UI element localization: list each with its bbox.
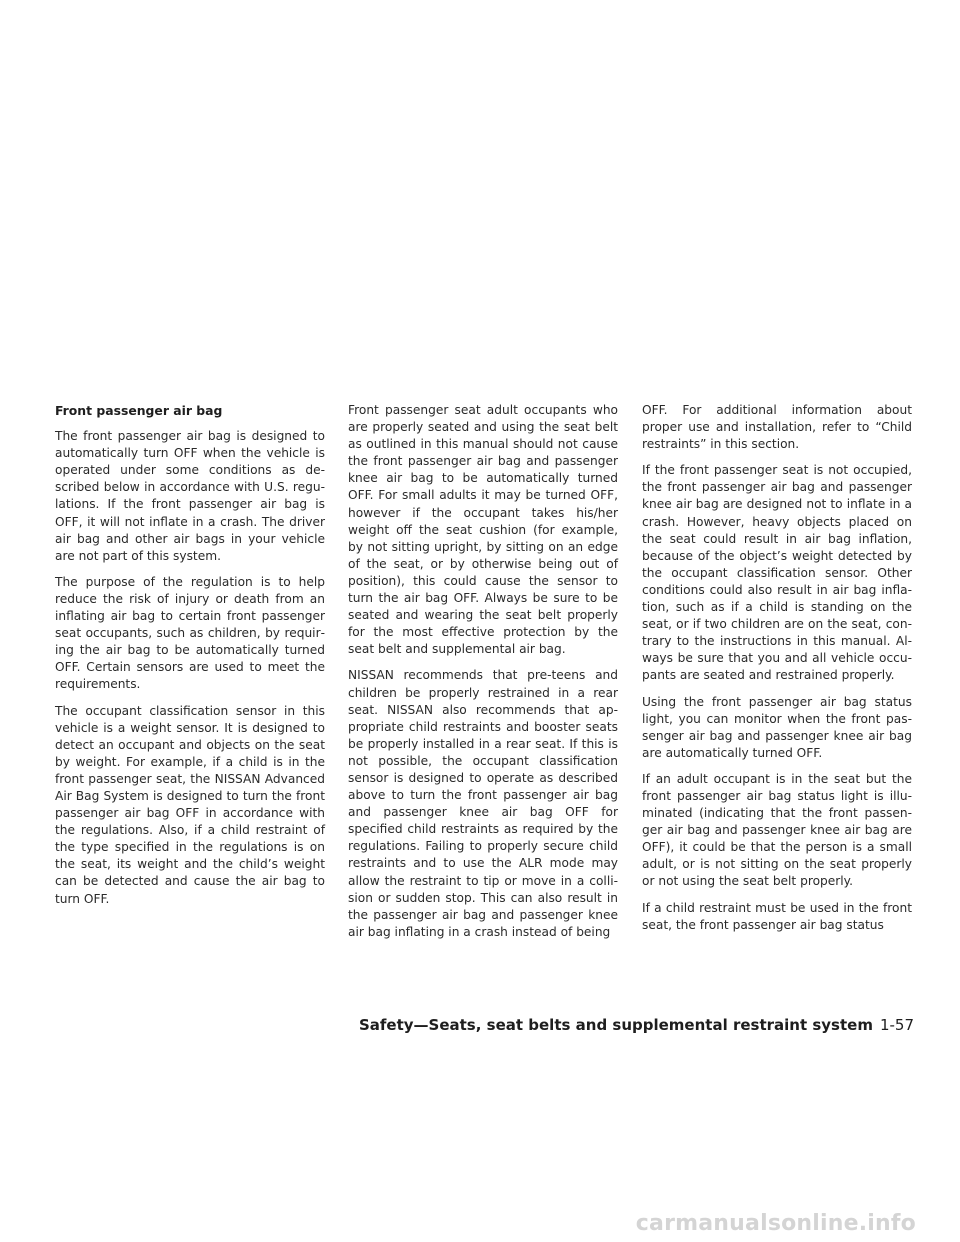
- paragraph: The purpose of the regulation is to help reduce the risk of injury or death from an inflating air bag to certain front passenger seat occupants, such as children, by requiring the air bag to be automatically turned OFF. Certain sensors are used to meet the requirements.: [55, 574, 325, 692]
- text-column-2: [348, 402, 618, 950]
- paragraph: If an adult occupant is in the seat but the front passenger air bag status light is illuminated (indicating that the front passenger air bag and passenger knee air bag are OFF), it could be that the person is a small adult, or is not sitting on the seat properly or not using the seat belt properly.: [642, 771, 912, 889]
- paragraph: OFF. For additional information about proper use and installation, refer to “Child restraints” in this section.: [642, 403, 912, 452]
- paragraph: If a child restraint must be used in the front seat, the front passenger air bag status: [642, 900, 912, 932]
- text-column-1: [55, 402, 325, 917]
- page-number: 1-57: [879, 1016, 914, 1034]
- paragraph: The front passenger air bag is designed to automatically turn OFF when the vehicle is operated under some conditions as described below in accordance with U.S. regulations. If the front passenger air bag is OFF, it will not inflate in a crash. The driver air bag and other air bags in your vehicle are not part of this system.: [55, 429, 325, 563]
- watermark: carmanualsonline.info: [635, 1211, 916, 1236]
- page-footer: [359, 1016, 914, 1034]
- footer-section-title: Safety—Seats, seat belts and supplemental restraint system: [358, 1016, 873, 1034]
- section-heading: Front passenger air bag: [55, 403, 223, 418]
- paragraph: NISSAN recommends that pre-teens and children be properly restrained in a rear seat. NISSAN also recommends that appropriate child restraints and booster seats be properly installed in a rear seat. If this is not possible, the occupant classification sensor is designed to operate as described above to turn the front passenger air bag and passenger knee air bag OFF for specified child restraints as required by the regulations. Failing to properly secure child restraints and to use the ALR mode may allow the restraint to tip or move in a collision or sudden stop. This can also result in the passenger air bag and passenger knee air bag inflating in a crash instead of being: [348, 668, 618, 939]
- text-column-3: [642, 402, 912, 943]
- paragraph: If the front passenger seat is not occupied, the front passenger air bag and passenger knee air bag are designed not to inflate in a crash. However, heavy objects placed on the seat could result in air bag inflation, because of the object’s weight detected by the occupant classification sensor. Other conditions could also result in air bag inflation, such as if a child is standing on the seat, or if two children are on the seat, contrary to the instructions in this manual. Always be sure that you and all vehicle occupants are seated and restrained properly.: [642, 463, 912, 683]
- paragraph: Front passenger seat adult occupants who are properly seated and using the seat belt as outlined in this manual should not cause the front passenger air bag and passenger knee air bag to be automatically turned OFF. For small adults it may be turned OFF, however if the occupant takes his/her weight off the seat cushion (for example, by not sitting upright, by sitting on an edge of the seat, or by otherwise being out of position), this could cause the sensor to turn the air bag OFF. Always be sure to be seated and wearing the seat belt properly for the most effective protection by the seat belt and supplemental air bag.: [348, 403, 618, 657]
- paragraph: The occupant classification sensor in this vehicle is a weight sensor. It is designed to detect an occupant and objects on the seat by weight. For example, if a child is in the front passenger seat, the NISSAN Advanced Air Bag System is designed to turn the front passenger air bag OFF in accordance with the regulations. Also, if a child restraint of the type specified in the regulations is on the seat, its weight and the child’s weight can be detected and cause the air bag to turn OFF.: [55, 703, 325, 906]
- paragraph: Using the front passenger air bag status light, you can monitor when the front passenger air bag and passenger knee air bag are automatically turned OFF.: [642, 694, 912, 760]
